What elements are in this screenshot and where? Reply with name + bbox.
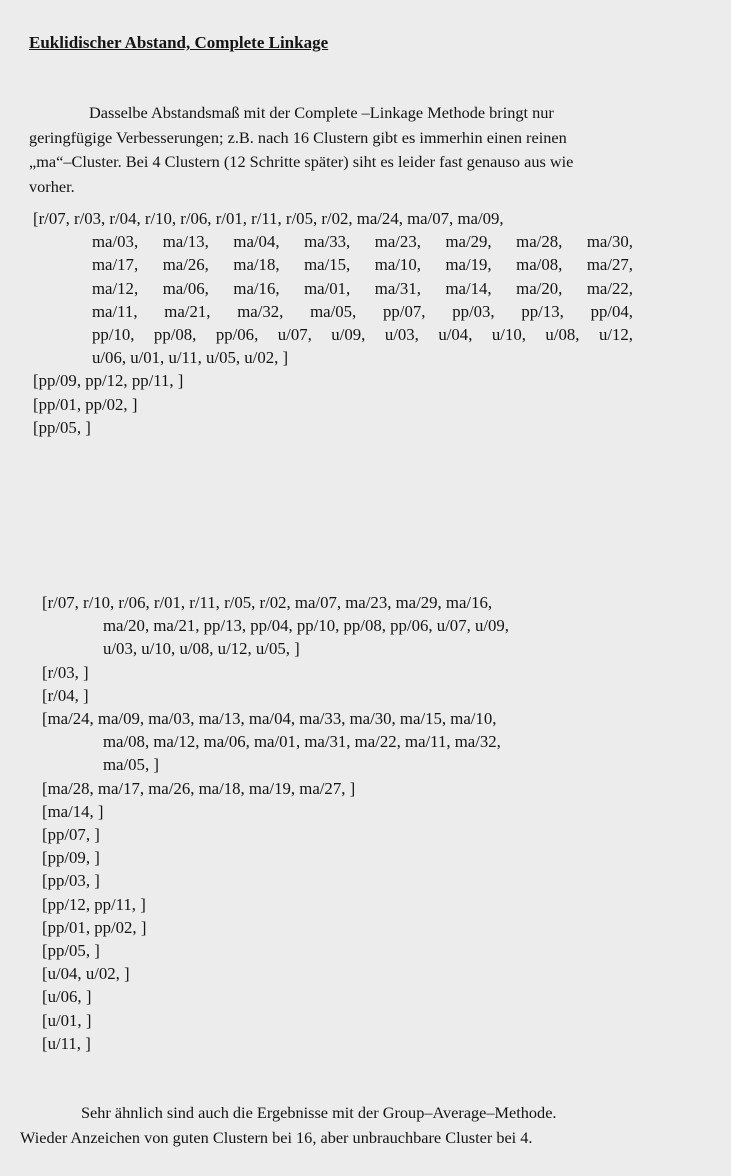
cluster-line: pp/10, pp/08, pp/06, u/07, u/09, u/03, u/04, u/10, u/08, u/12, (92, 325, 633, 345)
intro-line: Dasselbe Abstandsmaß mit der Complete –Linkage Methode bringt nur (89, 103, 554, 122)
cluster-line: [r/07, r/10, r/06, r/01, r/11, r/05, r/02, ma/07, ma/23, ma/29, ma/16, (42, 593, 493, 612)
cluster-line: ma/03, ma/13, ma/04, ma/33, ma/23, ma/29, ma/28, ma/30, (92, 232, 633, 252)
cluster-entry (42, 684, 632, 707)
closing-line: Wieder Anzeichen von guten Clustern bei 16, aber unbrauchbare Cluster bei 4. (20, 1127, 533, 1147)
cluster-entry (42, 869, 632, 892)
cluster-list-16 (42, 591, 632, 1055)
cluster-entry (42, 1032, 632, 1055)
cluster-line: ma/20, ma/21, pp/13, pp/04, pp/10, pp/08, pp/06, u/07, u/09, (103, 616, 510, 636)
cluster-entry (42, 823, 632, 846)
cluster-line: [pp/09, pp/12, pp/11, ] (33, 371, 184, 391)
cluster-line: ma/08, ma/12, ma/06, ma/01, ma/31, ma/22, ma/11, ma/32, (103, 732, 501, 752)
cluster-line: [pp/12, pp/11, ] (42, 894, 146, 914)
cluster-line: ma/11, ma/21, ma/32, ma/05, pp/07, pp/03, pp/13, pp/04, (92, 301, 633, 321)
cluster-line: [pp/05, ] (33, 417, 91, 437)
cluster-entry (42, 916, 632, 939)
intro-line: geringfügige Verbesserungen; z.B. nach 16 Clustern gibt es immerhin einen reinen (29, 127, 567, 147)
cluster-line: [u/11, ] (42, 1033, 91, 1053)
cluster-line: [pp/03, ] (42, 871, 100, 891)
section-heading: Euklidischer Abstand, Complete Linkage (29, 33, 329, 52)
closing-line: Sehr ähnlich sind auch die Ergebnisse mit der Group–Average–Methode. (81, 1103, 557, 1122)
cluster-entry (42, 939, 632, 962)
cluster-line: [ma/14, ] (42, 801, 104, 821)
cluster-entry (42, 985, 632, 1008)
cluster-line: [ma/28, ma/17, ma/26, ma/18, ma/19, ma/27, ] (42, 778, 356, 798)
intro-line: „ma“–Cluster. Bei 4 Clustern (12 Schritte später) siht es leider fast genauso aus wie (29, 152, 574, 171)
cluster-entry (42, 846, 632, 869)
cluster-line: [pp/01, pp/02, ] (33, 394, 138, 414)
cluster-line: ma/17, ma/26, ma/18, ma/15, ma/10, ma/19, ma/08, ma/27, (92, 255, 633, 275)
cluster-line: u/03, u/10, u/08, u/12, u/05, ] (103, 639, 300, 659)
cluster-list-4 (33, 207, 633, 439)
cluster-line: [r/07, r/03, r/04, r/10, r/06, r/01, r/11, r/05, r/02, ma/24, ma/07, ma/09, (33, 209, 504, 228)
cluster-line: [pp/09, ] (42, 848, 100, 868)
cluster-line: [u/06, ] (42, 987, 92, 1007)
closing-paragraph (20, 1101, 710, 1150)
cluster-line: [pp/05, ] (42, 941, 100, 961)
cluster-entry (42, 893, 632, 916)
cluster-line: u/06, u/01, u/11, u/05, u/02, ] (92, 348, 289, 368)
cluster-line: [r/04, ] (42, 685, 89, 705)
cluster-entry (42, 777, 632, 800)
cluster-line: ma/12, ma/06, ma/16, ma/01, ma/31, ma/14, ma/20, ma/22, (92, 278, 633, 298)
cluster-line: [u/04, u/02, ] (42, 964, 130, 984)
intro-line: vorher. (29, 176, 75, 196)
cluster-entry (33, 393, 633, 416)
cluster-entry (33, 369, 633, 392)
cluster-entry (42, 591, 632, 661)
cluster-entry (42, 962, 632, 985)
cluster-line: [r/03, ] (42, 662, 89, 682)
cluster-line: [u/01, ] (42, 1010, 92, 1030)
cluster-line: [pp/07, ] (42, 825, 100, 845)
cluster-line: [pp/01, pp/02, ] (42, 917, 147, 937)
cluster-entry (42, 1009, 632, 1032)
cluster-line: [ma/24, ma/09, ma/03, ma/13, ma/04, ma/33, ma/30, ma/15, ma/10, (42, 709, 497, 729)
cluster-entry (42, 707, 632, 777)
cluster-entry (33, 207, 633, 369)
cluster-entry (42, 661, 632, 684)
cluster-entry (33, 416, 633, 439)
cluster-line: ma/05, ] (103, 755, 159, 775)
intro-paragraph (29, 101, 719, 199)
cluster-entry (42, 800, 632, 823)
